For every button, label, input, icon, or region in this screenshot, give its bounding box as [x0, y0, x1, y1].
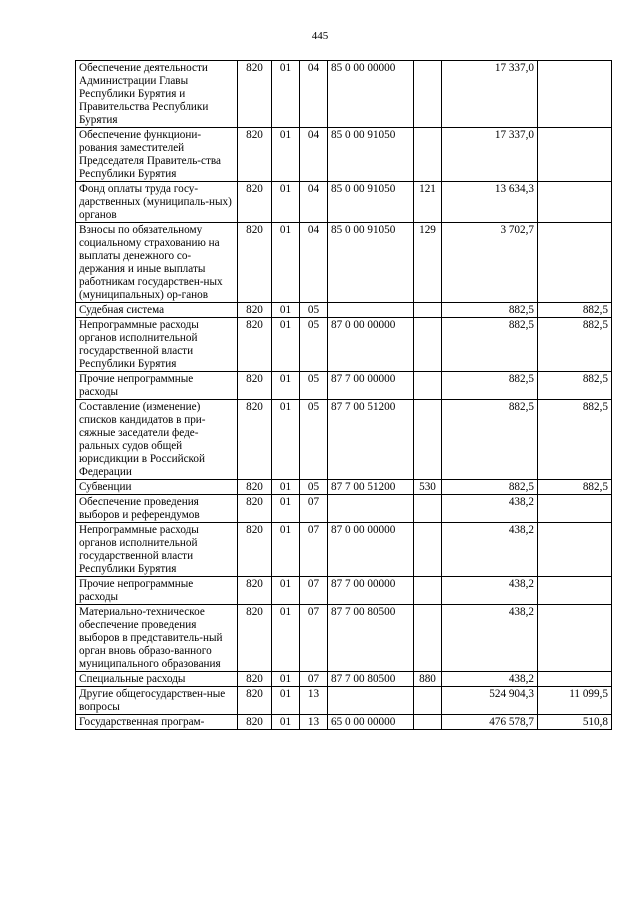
cell-amount-subvention [538, 128, 612, 182]
cell-admin-code: 820 [238, 523, 272, 577]
cell-subsection: 07 [300, 577, 328, 605]
cell-expense-type [414, 577, 442, 605]
cell-target-article: 87 0 00 00000 [328, 318, 414, 372]
cell-section: 01 [272, 303, 300, 318]
cell-amount-total: 882,5 [442, 318, 538, 372]
cell-amount-total: 438,2 [442, 672, 538, 687]
cell-amount-total: 882,5 [442, 480, 538, 495]
cell-admin-code: 820 [238, 61, 272, 128]
cell-subsection: 07 [300, 605, 328, 672]
cell-target-article: 85 0 00 91050 [328, 182, 414, 223]
table-row [76, 318, 612, 372]
cell-amount-subvention: 882,5 [538, 480, 612, 495]
cell-amount-total: 882,5 [442, 400, 538, 480]
cell-expense-type: 121 [414, 182, 442, 223]
cell-subsection: 05 [300, 480, 328, 495]
cell-expense-type [414, 400, 442, 480]
cell-name: Непрограммные расходы органов исполнительной государственной власти Республики Бурятия [76, 523, 238, 577]
table-row [76, 495, 612, 523]
cell-target-article: 87 7 00 80500 [328, 605, 414, 672]
table-row [76, 400, 612, 480]
cell-target-article: 85 0 00 91050 [328, 223, 414, 303]
cell-name: Прочие непрограммные расходы [76, 577, 238, 605]
cell-section: 01 [272, 128, 300, 182]
cell-section: 01 [272, 182, 300, 223]
cell-name: Обеспечение функциони-рования заместителей Председателя Правитель-ства Республики Бурятия [76, 128, 238, 182]
cell-name: Прочие непрограммные расходы [76, 372, 238, 400]
cell-target-article [328, 687, 414, 715]
cell-amount-total: 882,5 [442, 372, 538, 400]
cell-admin-code: 820 [238, 318, 272, 372]
cell-subsection: 07 [300, 523, 328, 577]
cell-name: Государственная програм- [76, 715, 238, 730]
budget-table [75, 60, 612, 730]
cell-target-article: 87 7 00 00000 [328, 577, 414, 605]
cell-section: 01 [272, 61, 300, 128]
table-row [76, 605, 612, 672]
cell-name: Другие общегосударствен-ные вопросы [76, 687, 238, 715]
table-row [76, 715, 612, 730]
cell-amount-subvention: 882,5 [538, 303, 612, 318]
cell-subsection: 04 [300, 182, 328, 223]
cell-amount-subvention [538, 182, 612, 223]
cell-admin-code: 820 [238, 223, 272, 303]
cell-section: 01 [272, 400, 300, 480]
cell-section: 01 [272, 523, 300, 577]
cell-section: 01 [272, 715, 300, 730]
cell-admin-code: 820 [238, 687, 272, 715]
cell-expense-type [414, 495, 442, 523]
table-row [76, 128, 612, 182]
cell-amount-total: 476 578,7 [442, 715, 538, 730]
table-row [76, 182, 612, 223]
cell-section: 01 [272, 672, 300, 687]
cell-expense-type [414, 303, 442, 318]
cell-section: 01 [272, 372, 300, 400]
cell-expense-type [414, 605, 442, 672]
table-row [76, 687, 612, 715]
cell-target-article: 87 7 00 51200 [328, 480, 414, 495]
cell-expense-type [414, 372, 442, 400]
cell-subsection: 07 [300, 672, 328, 687]
cell-section: 01 [272, 480, 300, 495]
cell-admin-code: 820 [238, 495, 272, 523]
cell-admin-code: 820 [238, 400, 272, 480]
cell-section: 01 [272, 605, 300, 672]
cell-amount-total: 17 337,0 [442, 61, 538, 128]
cell-name: Материально-техническое обеспечение проведения выборов в представитель-ный орган вновь образо-ванного муниципального образования [76, 605, 238, 672]
cell-amount-subvention: 882,5 [538, 318, 612, 372]
cell-amount-total: 438,2 [442, 495, 538, 523]
page-number: 445 [311, 30, 329, 42]
cell-subsection: 05 [300, 400, 328, 480]
cell-name: Специальные расходы [76, 672, 238, 687]
cell-target-article: 87 0 00 00000 [328, 523, 414, 577]
cell-amount-total: 17 337,0 [442, 128, 538, 182]
cell-amount-subvention [538, 577, 612, 605]
cell-expense-type [414, 687, 442, 715]
cell-expense-type [414, 523, 442, 577]
cell-section: 01 [272, 495, 300, 523]
cell-expense-type [414, 61, 442, 128]
cell-admin-code: 820 [238, 128, 272, 182]
cell-section: 01 [272, 223, 300, 303]
cell-name: Обеспечение деятельности Администрации Главы Республики Бурятия и Правительства Республики Бурятия [76, 61, 238, 128]
table-row [76, 303, 612, 318]
cell-admin-code: 820 [238, 480, 272, 495]
cell-target-article [328, 303, 414, 318]
cell-expense-type: 129 [414, 223, 442, 303]
cell-target-article [328, 495, 414, 523]
table-row [76, 523, 612, 577]
cell-expense-type [414, 318, 442, 372]
cell-amount-subvention [538, 523, 612, 577]
cell-target-article: 85 0 00 00000 [328, 61, 414, 128]
cell-amount-subvention: 11 099,5 [538, 687, 612, 715]
cell-expense-type [414, 128, 442, 182]
table-row [76, 480, 612, 495]
cell-amount-subvention [538, 605, 612, 672]
cell-admin-code: 820 [238, 372, 272, 400]
table-row [76, 672, 612, 687]
cell-subsection: 07 [300, 495, 328, 523]
cell-admin-code: 820 [238, 715, 272, 730]
cell-amount-total: 438,2 [442, 577, 538, 605]
cell-admin-code: 820 [238, 182, 272, 223]
cell-expense-type: 880 [414, 672, 442, 687]
cell-subsection: 04 [300, 128, 328, 182]
cell-amount-subvention: 510,8 [538, 715, 612, 730]
cell-target-article: 87 7 00 51200 [328, 400, 414, 480]
cell-admin-code: 820 [238, 672, 272, 687]
cell-target-article: 87 7 00 80500 [328, 672, 414, 687]
cell-section: 01 [272, 577, 300, 605]
cell-name: Взносы по обязательному социальному страхованию на выплаты денежного со-держания и иные выплаты работникам государствен-ных (муниципальных) ор-ганов [76, 223, 238, 303]
cell-subsection: 13 [300, 715, 328, 730]
cell-amount-total: 13 634,3 [442, 182, 538, 223]
cell-admin-code: 820 [238, 577, 272, 605]
table-row [76, 223, 612, 303]
cell-amount-total: 524 904,3 [442, 687, 538, 715]
cell-amount-subvention: 882,5 [538, 400, 612, 480]
cell-name: Судебная система [76, 303, 238, 318]
cell-name: Обеспечение проведения выборов и референдумов [76, 495, 238, 523]
cell-amount-subvention [538, 495, 612, 523]
cell-subsection: 05 [300, 318, 328, 372]
cell-subsection: 04 [300, 223, 328, 303]
cell-subsection: 05 [300, 303, 328, 318]
cell-name: Фонд оплаты труда госу-дарственных (муниципаль-ных) органов [76, 182, 238, 223]
table-row [76, 577, 612, 605]
cell-amount-total: 3 702,7 [442, 223, 538, 303]
cell-section: 01 [272, 687, 300, 715]
cell-section: 01 [272, 318, 300, 372]
cell-subsection: 13 [300, 687, 328, 715]
cell-target-article: 87 7 00 00000 [328, 372, 414, 400]
table-row [76, 61, 612, 128]
cell-amount-subvention [538, 672, 612, 687]
cell-admin-code: 820 [238, 303, 272, 318]
cell-name: Составление (изменение) списков кандидатов в при-сяжные заседатели феде-ральных судов общей юрисдикции в Российской Федерации [76, 400, 238, 480]
cell-name: Субвенции [76, 480, 238, 495]
cell-amount-total: 882,5 [442, 303, 538, 318]
cell-amount-subvention: 882,5 [538, 372, 612, 400]
cell-subsection: 05 [300, 372, 328, 400]
cell-amount-subvention [538, 223, 612, 303]
cell-amount-subvention [538, 61, 612, 128]
cell-target-article: 65 0 00 00000 [328, 715, 414, 730]
cell-amount-total: 438,2 [442, 605, 538, 672]
cell-subsection: 04 [300, 61, 328, 128]
cell-amount-total: 438,2 [442, 523, 538, 577]
cell-target-article: 85 0 00 91050 [328, 128, 414, 182]
cell-expense-type: 530 [414, 480, 442, 495]
cell-name: Непрограммные расходы органов исполнительной государственной власти Республики Бурятия [76, 318, 238, 372]
cell-admin-code: 820 [238, 605, 272, 672]
table-row [76, 372, 612, 400]
cell-expense-type [414, 715, 442, 730]
